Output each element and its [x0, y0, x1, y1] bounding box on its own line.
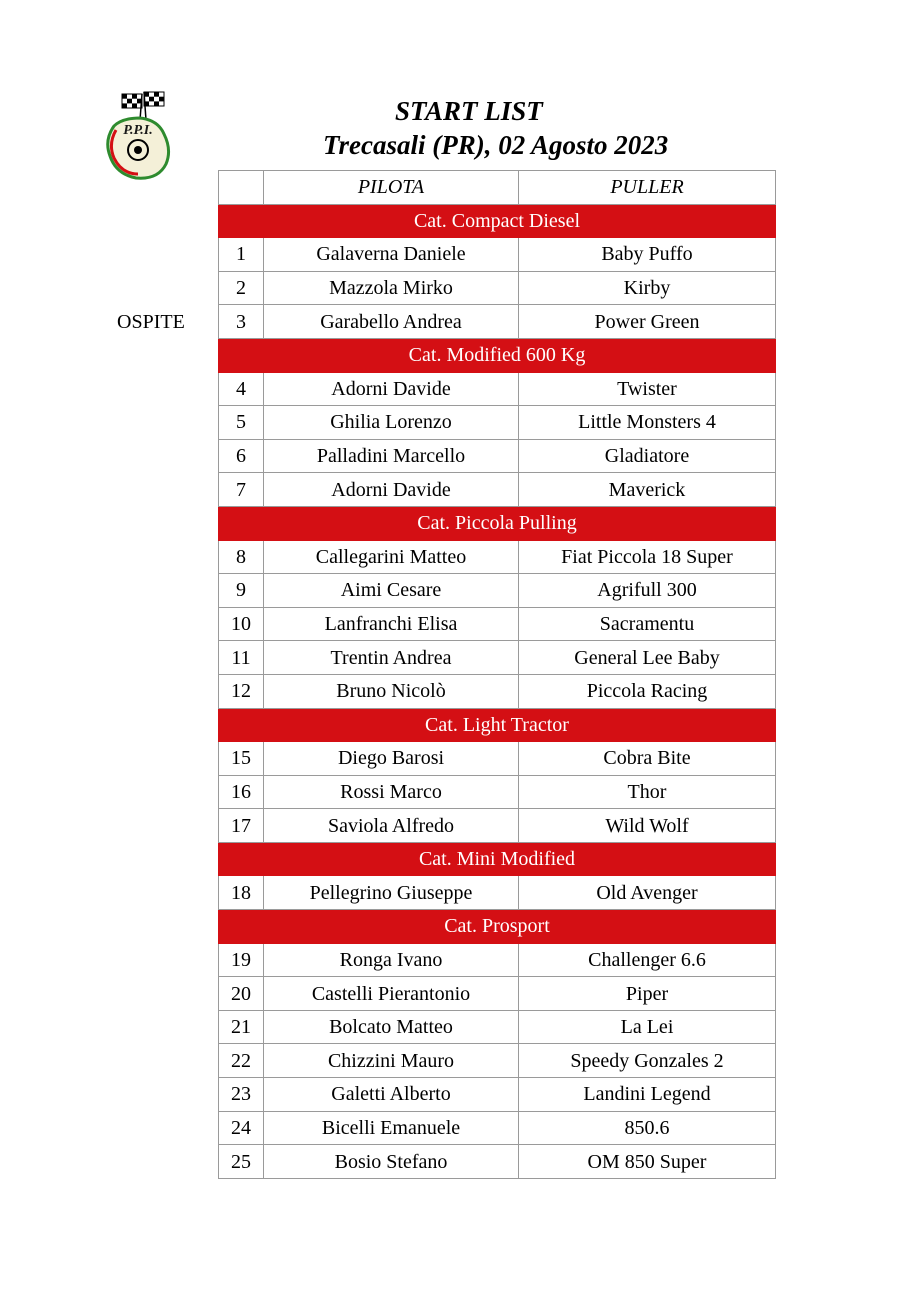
puller-cell: Piccola Racing [519, 674, 776, 708]
pilota-cell: Diego Barosi [264, 742, 519, 776]
puller-cell: Fiat Piccola 18 Super [519, 540, 776, 574]
pilota-cell: Mazzola Mirko [264, 271, 519, 305]
category-row [219, 708, 776, 742]
pilota-cell: Rossi Marco [264, 775, 519, 809]
row-number: 10 [219, 607, 264, 641]
pilota-cell: Galaverna Daniele [264, 238, 519, 272]
pilota-cell: Galetti Alberto [264, 1078, 519, 1112]
row-number: 21 [219, 1010, 264, 1044]
puller-cell: Challenger 6.6 [519, 943, 776, 977]
table-row [219, 1111, 776, 1145]
category-row [219, 842, 776, 876]
category-row [219, 338, 776, 372]
row-number: 7 [219, 473, 264, 507]
table-row [219, 574, 776, 608]
row-number: 19 [219, 943, 264, 977]
row-number: 5 [219, 406, 264, 440]
row-number: 17 [219, 809, 264, 843]
column-header-number [219, 171, 264, 205]
row-number: 24 [219, 1111, 264, 1145]
puller-cell: 850.6 [519, 1111, 776, 1145]
table-row [219, 775, 776, 809]
table-row [219, 271, 776, 305]
puller-cell: Thor [519, 775, 776, 809]
puller-cell: Landini Legend [519, 1078, 776, 1112]
row-number: 23 [219, 1078, 264, 1112]
row-number: 12 [219, 674, 264, 708]
row-number: 1 [219, 238, 264, 272]
row-number: 8 [219, 540, 264, 574]
table-row [219, 540, 776, 574]
table-row [219, 1145, 776, 1179]
puller-cell: Cobra Bite [519, 742, 776, 776]
puller-cell: Old Avenger [519, 876, 776, 910]
logo-text: P.P.I. [123, 123, 153, 138]
table-row [219, 1044, 776, 1078]
puller-cell: Wild Wolf [519, 809, 776, 843]
category-title: Cat. Modified 600 Kg [219, 338, 776, 372]
page-title: START LIST [395, 96, 543, 126]
puller-cell: OM 850 Super [519, 1145, 776, 1179]
column-header-pilota: PILOTA [264, 171, 519, 205]
category-row [219, 506, 776, 540]
category-title: Cat. Mini Modified [219, 842, 776, 876]
pilota-cell: Lanfranchi Elisa [264, 607, 519, 641]
pilota-cell: Aimi Cesare [264, 574, 519, 608]
pilota-cell: Ronga Ivano [264, 943, 519, 977]
pilota-cell: Adorni Davide [264, 473, 519, 507]
puller-cell: Piper [519, 977, 776, 1011]
table-row [219, 641, 776, 675]
row-number: 25 [219, 1145, 264, 1179]
column-header-puller: PULLER [519, 171, 776, 205]
pilota-cell: Chizzini Mauro [264, 1044, 519, 1078]
pilota-cell: Pellegrino Giuseppe [264, 876, 519, 910]
puller-cell: La Lei [519, 1010, 776, 1044]
table-row [219, 1010, 776, 1044]
table-row [219, 238, 776, 272]
category-title: Cat. Light Tractor [219, 708, 776, 742]
category-row [219, 204, 776, 238]
puller-cell: Gladiatore [519, 439, 776, 473]
start-list-table [218, 170, 776, 1179]
category-title: Cat. Piccola Pulling [219, 506, 776, 540]
table-row [219, 607, 776, 641]
ospite-note: OSPITE [117, 311, 185, 333]
pilota-cell: Saviola Alfredo [264, 809, 519, 843]
table-row [219, 876, 776, 910]
pilota-cell: Castelli Pierantonio [264, 977, 519, 1011]
pilota-cell: Trentin Andrea [264, 641, 519, 675]
puller-cell: Agrifull 300 [519, 574, 776, 608]
row-number: 4 [219, 372, 264, 406]
pilota-cell: Bolcato Matteo [264, 1010, 519, 1044]
pilota-cell: Callegarini Matteo [264, 540, 519, 574]
pilota-cell: Bruno Nicolò [264, 674, 519, 708]
pilota-cell: Bicelli Emanuele [264, 1111, 519, 1145]
row-number: 11 [219, 641, 264, 675]
category-row [219, 910, 776, 944]
table-row [219, 742, 776, 776]
pilota-cell: Ghilia Lorenzo [264, 406, 519, 440]
row-number: 16 [219, 775, 264, 809]
pilota-cell: Bosio Stefano [264, 1145, 519, 1179]
table-row [219, 439, 776, 473]
puller-cell: Little Monsters 4 [519, 406, 776, 440]
row-number: 22 [219, 1044, 264, 1078]
table-row [219, 977, 776, 1011]
table-row [219, 943, 776, 977]
puller-cell: General Lee Baby [519, 641, 776, 675]
puller-cell: Twister [519, 372, 776, 406]
table-row [219, 372, 776, 406]
row-number: 6 [219, 439, 264, 473]
row-number: 20 [219, 977, 264, 1011]
puller-cell: Power Green [519, 305, 776, 339]
puller-cell: Sacramentu [519, 607, 776, 641]
checkered-flag-icon [122, 92, 164, 120]
pilota-cell: Palladini Marcello [264, 439, 519, 473]
category-title: Cat. Prosport [219, 910, 776, 944]
table-row [219, 1078, 776, 1112]
category-title: Cat. Compact Diesel [219, 204, 776, 238]
row-number: 15 [219, 742, 264, 776]
puller-cell: Baby Puffo [519, 238, 776, 272]
table-header-row [219, 171, 776, 205]
table-row [219, 473, 776, 507]
table-row [219, 305, 776, 339]
pilota-cell: Adorni Davide [264, 372, 519, 406]
table-row [219, 406, 776, 440]
row-number: 2 [219, 271, 264, 305]
pilota-cell: Garabello Andrea [264, 305, 519, 339]
puller-cell: Kirby [519, 271, 776, 305]
table-row [219, 809, 776, 843]
row-number: 9 [219, 574, 264, 608]
row-number: 18 [219, 876, 264, 910]
row-number: 3 [219, 305, 264, 339]
puller-cell: Maverick [519, 473, 776, 507]
table-row [219, 674, 776, 708]
ppi-logo [100, 90, 176, 182]
puller-cell: Speedy Gonzales 2 [519, 1044, 776, 1078]
page-subtitle: Trecasali (PR), 02 Agosto 2023 [323, 130, 669, 160]
